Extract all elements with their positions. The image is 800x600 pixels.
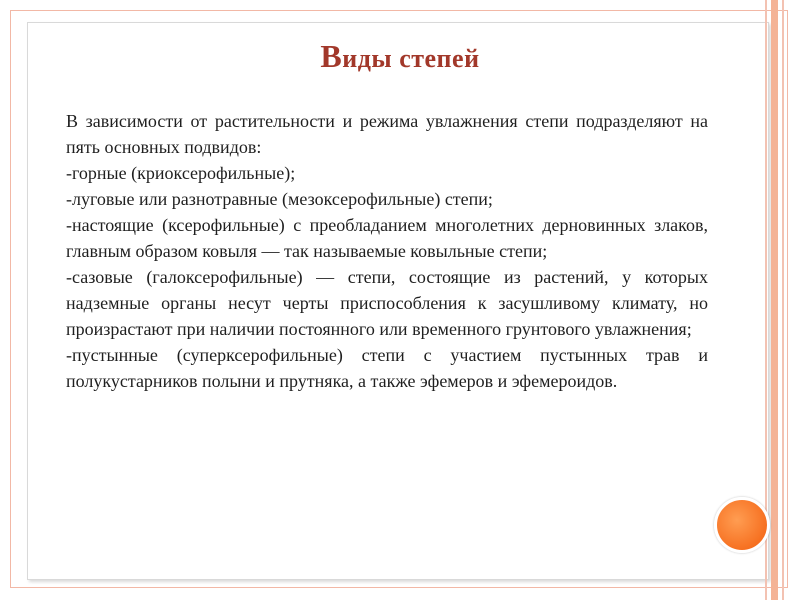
list-item: -настоящие (ксерофильные) с преобладанием многолетних дерновинных злаков, главным образом ковыля — так называемые ковыльные степи; bbox=[66, 215, 708, 261]
slide-body bbox=[66, 108, 708, 394]
slide-title bbox=[0, 38, 800, 75]
paragraph-intro: В зависимости от растительности и режима увлажнения степи подразделяют на пять основных подвидов: bbox=[66, 111, 708, 157]
list-item: -пустынные (суперксерофильные) степи с участием пустынных трав и полукустарников полыни и прутняка, а также эфемеров и эфемероидов. bbox=[66, 345, 708, 391]
list-item: -горные (криоксерофильные); bbox=[66, 163, 296, 183]
decorative-stripe bbox=[782, 0, 784, 600]
list-item: -сазовые (галоксерофильные) — степи, состоящие из растений, у которых надземные органы несут черты приспособления к засушливому климату, но произрастают при наличии постоянного или временного грунтового увлажнения; bbox=[66, 267, 708, 339]
slide-title-initial: В bbox=[320, 38, 343, 74]
slide-title-rest: иды степей bbox=[342, 44, 480, 73]
list-item: -луговые или разнотравные (мезоксерофильные) степи; bbox=[66, 189, 493, 209]
decorative-stripe bbox=[771, 0, 778, 600]
accent-circle bbox=[714, 497, 770, 553]
